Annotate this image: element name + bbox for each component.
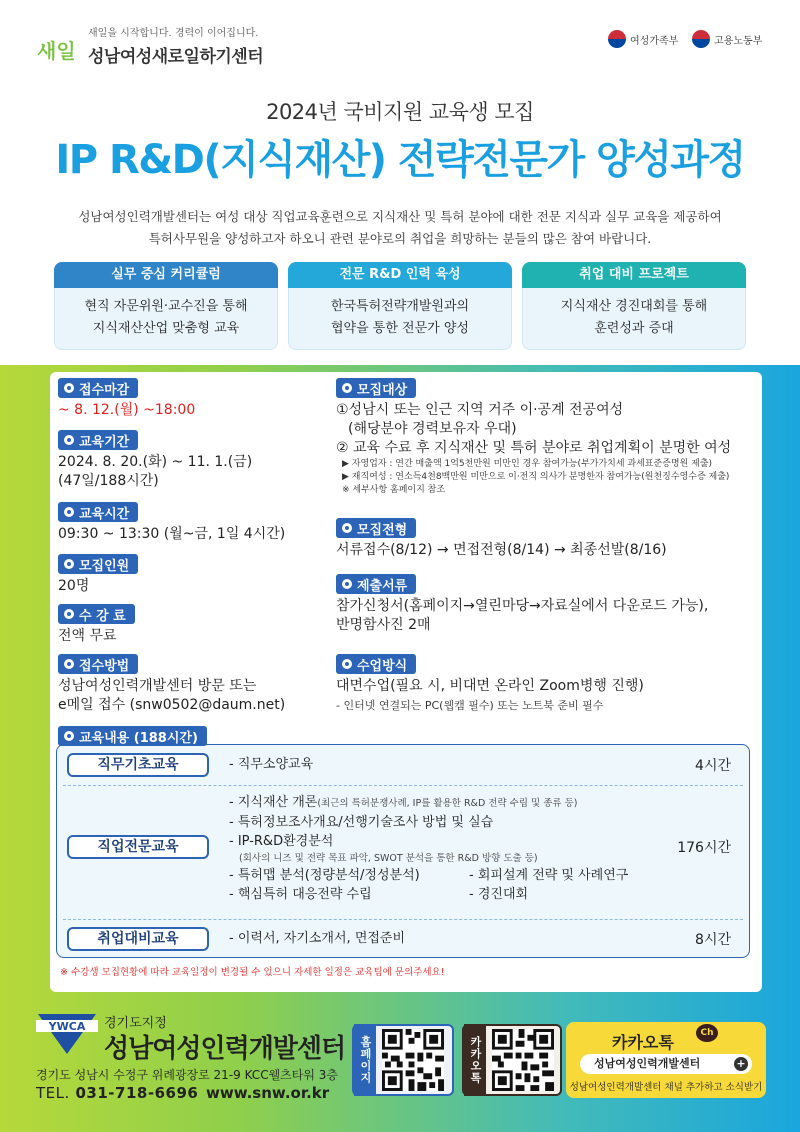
bullet-icon [342,523,352,533]
taeguk-icon [692,30,710,48]
logo-name: 성남여성새로일하기센터 [88,47,264,67]
section-badge: 교육시간 [58,502,138,522]
bullet-icon [64,609,74,619]
divider [63,785,743,786]
kakao-qr-card[interactable] [462,1024,562,1096]
bullet-icon [64,659,74,669]
deadline-value: ~ 8. 12.(월) ~18:00 [58,402,196,418]
kakao-channel-banner[interactable] [566,1022,766,1098]
section-badge: 접수마감 [58,378,138,398]
section-capacity: 모집인원 20명 [58,554,138,596]
bullet-icon [64,731,74,741]
section-hours: 교육시간 09:30 ~ 13:30 (월~금, 1일 4시간) [58,502,285,544]
section-badge: 모집전형 [336,518,416,538]
section-docs: 제출서류 참가신청서(홈페이지→열린마당→자료실에서 다운로드 가능), 반명함사진 2매 [336,574,708,635]
apply-email: e메일 접수 (snw0502@daum.net) [58,697,286,713]
footer-phone: TEL. 031-718-6696 [36,1084,199,1102]
taeguk-icon [608,30,626,48]
section-badge: 모집인원 [58,554,138,574]
qr-tab-label: 카카오톡 [464,1024,486,1096]
curriculum-hours: 176시간 [677,840,731,856]
curriculum-category: 직무기초교육 [67,753,209,777]
footer-center-name: 성남여성인력개발센터 [104,1034,346,1064]
curriculum-table: 직무기초교육 - 직무소양교육 4시간 직업전문교육 - 지식재산 개론(최근의 특허분쟁사례, IP를 활용한 R&D 전략 수립 및 종류 등) - 특허정보조사개요/선행기술조사 방법 및 실습 - IP-R&D환경분석 (회사의 니즈 및 전략 목표 파악, SWOT 분석을 통한 R&D 방향 도출 등) - 특허맵 분석(정량분석/정성분석) - 회피설계 전략 및 사례연구 - 핵심특허 대응전략 수립 - 경진대회 176시간 취업대비교육 - 이력서, 자기소개서, 면접준비 8시간 [56,744,750,958]
feature-box-employment: 취업 대비 프로젝트 지식재산 경진대회를 통해 훈련성과 증대 [522,262,746,350]
kakao-title: 카카오톡 [612,1033,674,1052]
section-badge: 수 강 료 [58,604,135,624]
curriculum-hours: 4시간 [695,758,731,774]
bullet-icon [64,435,74,445]
plus-icon[interactable]: + [734,1057,748,1071]
bullet-icon [64,507,74,517]
bullet-icon [64,383,74,393]
qr-tab-label: 홈페이지 [354,1024,376,1096]
feature-box-curriculum: 실무 중심 커리큘럼 현직 자문위원·교수진을 통해 지식재산산업 맞춤형 교육 [54,262,278,350]
ywca-logo-icon [36,1012,98,1056]
section-apply: 접수방법 성남여성인력개발센터 방문 또는 e메일 접수 (snw0502@daum.net) [58,654,285,715]
bullet-icon [342,383,352,393]
divider [63,919,743,920]
curriculum-badge: 교육내용 (188시간) [58,726,207,746]
bullet-icon [342,659,352,669]
section-badge: 모집대상 [336,378,416,398]
svg-text:YWCA: YWCA [48,1020,86,1033]
homepage-qr-card[interactable] [352,1024,454,1096]
kakao-channel-icon: Ch [696,1024,718,1042]
saeil-logo-icon [36,28,82,68]
section-badge: 수업방식 [336,654,416,674]
section-process: 모집전형 서류접수(8/12) → 면접전형(8/14) → 최종선발(8/16) [336,518,667,560]
bullet-icon [64,559,74,569]
homepage-qr-code-icon[interactable] [382,1029,444,1091]
section-badge: 접수방법 [58,654,138,674]
kakao-channel-button[interactable]: 성남여성인력개발센터 + [580,1054,752,1074]
kakao-subtext: 성남여성인력개발센터 채널 추가하고 소식받기 [569,1082,763,1093]
ministry-logo-women: 여성가족부 [608,30,678,48]
curriculum-category: 취업대비교육 [67,927,209,951]
intro-text: 성남여성인력개발센터는 여성 대상 직업교육훈련으로 지식재산 및 특허 분야에 대한 전문 지식과 실무 교육을 제공하여 특허사무원을 양성하고자 하오니 관련 분야로의 취업을 희망하는 분들의 많은 참여 바랍니다. [78,209,722,246]
schedule-warning: ※ 수강생 모집현황에 따라 교육일정이 변경될 수 있으니 자세한 일정은 교육팀에 문의주세요! [60,967,445,978]
section-badge: 교육기간 [58,430,138,450]
ministry-logo-labor: 고용노동부 [692,30,762,48]
poster-title: IP R&D(지식재산) 전략전문가 양성과정 [55,137,745,183]
logo-tagline: 새일을 시작합니다. 경력이 이어집니다. [88,28,259,39]
curriculum-hours: 8시간 [695,932,731,948]
section-period: 교육기간 2024. 8. 20.(화) ~ 11. 1.(금) (47일/188시간) [58,430,252,491]
poster-subtitle: 2024년 국비지원 교육생 모집 [266,100,534,124]
footer-address: 경기도 성남시 수정구 위례광장로 21-9 KCC웰츠타워 3층 [36,1068,338,1082]
feature-title: 실무 중심 커리큘럼 [54,262,278,288]
feature-box-rnd: 전문 R&D 인력 육성 한국특허전략개발원과의 협약을 통한 전문가 양성 [288,262,512,350]
section-fee: 수 강 료 전액 무료 [58,604,135,646]
svg-text:새일: 새일 [37,39,76,63]
footer-website[interactable]: www.snw.or.kr [206,1084,330,1102]
curriculum-category: 직업전문교육 [67,835,209,859]
kakao-qr-code-icon[interactable] [492,1029,554,1091]
section-method: 수업방식 대면수업(필요 시, 비대면 온라인 Zoom병행 진행) - 인터넷 연결되는 PC(웹캠 필수) 또는 노트북 준비 필수 [336,654,644,715]
section-target: 모집대상 ①성남시 또는 인근 지역 거주 이·공계 전공여성 (해당분야 경력보유자 우대) ② 교육 수료 후 지식재산 및 특허 분야로 취업계획이 분명한 여성 ▶ 자영업자 : 연간 매출액 1억5천만원 미만인 경우 참여가능(부가가치세 과세표준증명원 제출) ▶ 재직여성 : 연소득4천8백만원 미만으로 이·전직 의사가 분명한자 참여가능(원천징수영수증 제출) ※ 세부사항 홈페이지 참조 [336,378,731,497]
footer-region: 경기도지정 [104,1016,167,1031]
feature-title: 전문 R&D 인력 육성 [288,262,512,288]
feature-title: 취업 대비 프로젝트 [522,262,746,288]
section-deadline [58,378,195,420]
section-badge: 제출서류 [336,574,416,594]
bullet-icon [342,579,352,589]
